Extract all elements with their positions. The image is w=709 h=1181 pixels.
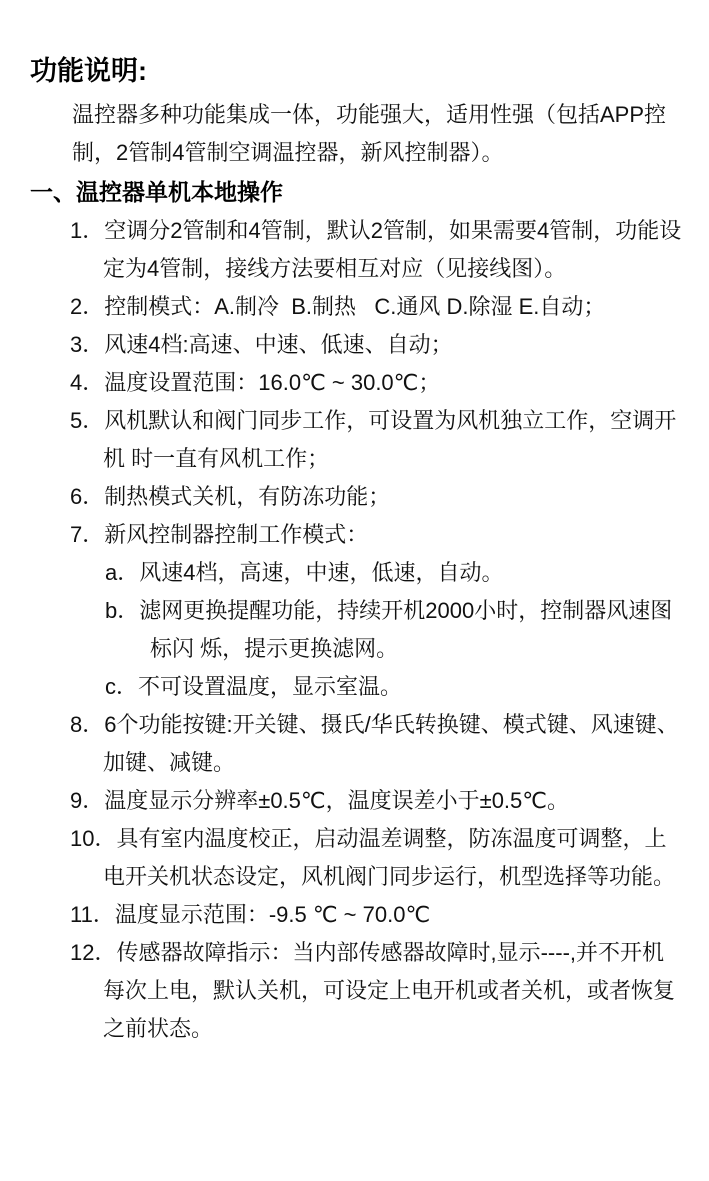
item-text: 温度显示范围：-9.5 ℃ ~ 70.0℃	[114, 902, 431, 927]
item-text: 空调分2管制和4管制，默认2管制，如果需要4管制，功能设定为4管制，接线方法要相互对应（见接线图）。	[103, 218, 682, 281]
subitem-text: 不可设置温度，显示室温。	[138, 674, 403, 699]
subitem-text: 滤网更换提醒功能，持续开机2000小时，控制器风速图标闪 烁，提示更换滤网。	[139, 598, 673, 661]
list-item	[70, 364, 685, 402]
item-text: 具有室内温度校正，启动温差调整，防冻温度可调整，上电开关机状态设定，风机阀门同步运行，机型选择等功能。	[103, 826, 676, 889]
item-text: 温度显示分辨率±0.5℃，温度误差小于±0.5℃。	[104, 788, 569, 813]
item-number: 4．	[70, 370, 105, 395]
item-number: 1．	[70, 218, 105, 243]
page-title: 功能说明:	[30, 56, 147, 86]
feature-list	[30, 212, 685, 1048]
subitem-letter: b．	[105, 598, 140, 623]
list-item	[70, 478, 685, 516]
item-text: 温度设置范围：16.0℃ ~ 30.0℃；	[104, 370, 441, 395]
item-number: 11．	[70, 902, 115, 927]
list-item	[70, 934, 685, 1048]
list-item	[70, 326, 685, 364]
list-item	[70, 212, 685, 288]
subitem-letter: a．	[105, 560, 140, 585]
list-item	[70, 820, 685, 896]
intro-paragraph: 温控器多种功能集成一体，功能强大，适用性强（包括APP控制，2管制4管制空调温控器，新风控制器）。	[72, 102, 667, 165]
subitem-text: 风速4档，高速，中速，低速，自动。	[139, 560, 504, 585]
sub-list-item	[105, 592, 685, 668]
item-number: 6．	[70, 484, 105, 509]
item-text: 风机默认和阀门同步工作，可设置为风机独立工作，空调开机 时一直有风机工作；	[103, 408, 677, 471]
item-number: 5．	[70, 408, 105, 433]
sub-list-item	[105, 554, 685, 592]
item-text: 新风控制器控制工作模式：	[104, 522, 369, 547]
item-text: 控制模式：A.制冷 B.制热 C.通风 D.除湿 E.自动；	[104, 294, 606, 319]
list-item	[70, 516, 685, 554]
list-item	[70, 288, 685, 326]
list-item	[70, 706, 685, 782]
item-number: 8．	[70, 712, 105, 737]
item-text: 风速4档:高速、中速、低速、自动；	[104, 332, 453, 357]
item-text: 传感器故障指示：当内部传感器故障时,显示----,并不开机每次上电，默认关机，可设定上电开机或者关机，或者恢复之前状态。	[103, 940, 676, 1041]
list-item	[70, 782, 685, 820]
section-heading: 一、温控器单机本地操作	[30, 179, 283, 205]
item-text: 制热模式关机，有防冻功能；	[104, 484, 391, 509]
item-number: 3．	[70, 332, 105, 357]
sub-list-item	[105, 668, 685, 706]
item-number: 10．	[70, 826, 117, 851]
item-number: 12．	[70, 940, 117, 965]
item-number: 2．	[70, 294, 105, 319]
item-number: 7．	[70, 522, 105, 547]
subitem-letter: c．	[105, 674, 139, 699]
list-item	[70, 896, 685, 934]
item-number: 9．	[70, 788, 105, 813]
item-text: 6个功能按键:开关键、摄氏/华氏转换键、模式键、风速键、加键、减键。	[103, 712, 679, 775]
list-item	[70, 402, 685, 478]
